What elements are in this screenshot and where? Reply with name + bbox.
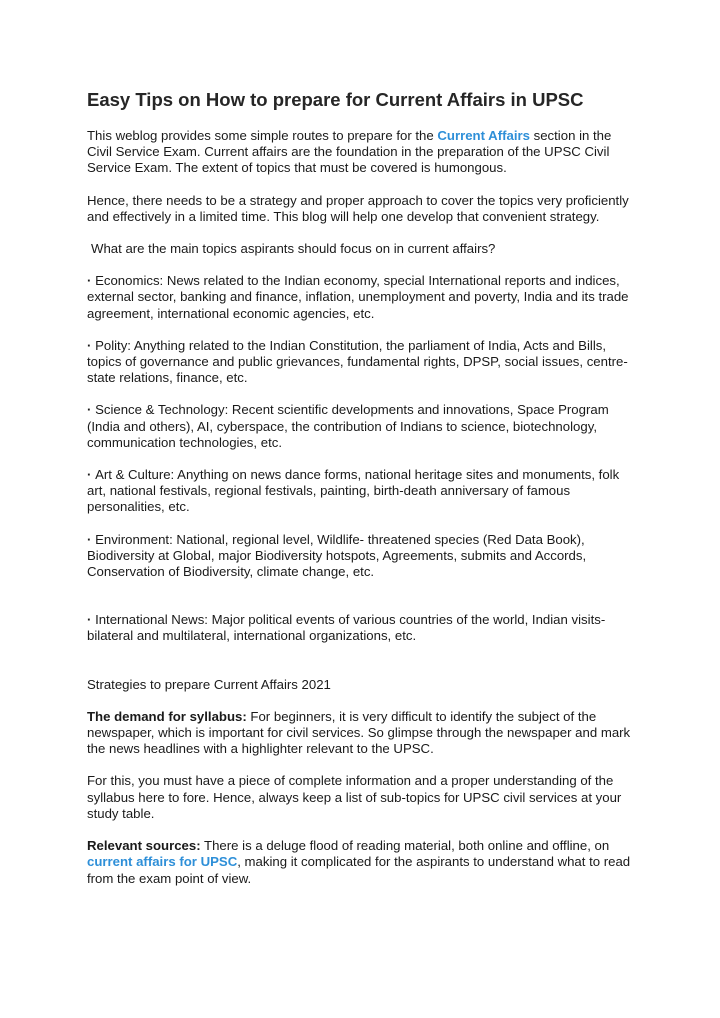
topic-science-technology: · Science & Technology: Recent scientific developments and innovations, Space Program (India and others), AI, cyberspace, the contribution of Indians to science, biotechnology, communication technologies, etc. (87, 402, 634, 451)
strategy-paragraph: Hence, there needs to be a strategy and proper approach to cover the topics very proficiently and effectively in a limited time. This blog will help one develop that convenient strategy. (87, 192, 629, 224)
intro-text-after: section in the Civil Service Exam. Current affairs are the foundation in the preparation of the UPSC Civil Service Exam. The extent of topics that must be covered is humongous. (87, 128, 612, 176)
sources-text-after: , making it complicated for the aspirants to understand what to read from the exam point of view. (87, 854, 631, 886)
topic-polity: · Polity: Anything related to the Indian Constitution, the parliament of India, Acts and Bills, topics of governance and public grievances, fundamental rights, DPSP, social issues, centre-state relations, finance, etc. (87, 338, 634, 387)
topics-question: What are the main topics aspirants should focus on in current affairs? (91, 241, 496, 257)
topic-environment: · Environment: National, regional level, Wildlife- threatened species (Red Data Book), Biodiversity at Global, major Biodiversity hotspots, Agreements, submits and Accords, Conservation of Biodiversity, climate change, etc. (87, 532, 634, 581)
sources-text-before: There is a deluge flood of reading material, both online and offline, on (200, 838, 610, 854)
syllabus-label: The demand for syllabus: (87, 708, 247, 724)
topic-economics: · Economics: News related to the Indian economy, special International reports and indices, external sector, banking and finance, inflation, unemployment and poverty, India and its trade agreement, international economic agencies, etc. (87, 273, 634, 322)
sources-label: Relevant sources: (87, 838, 201, 854)
page-title: Easy Tips on How to prepare for Current Affairs in UPSC (87, 89, 584, 110)
syllabus-text: For beginners, it is very difficult to identify the subject of the newspaper, which is important for civil services. So glimpse through the newspaper and mark the news headlines with a highlighter relevant to the UPSC. (87, 708, 631, 757)
intro-text-before: This weblog provides some simple routes to prepare for the (87, 128, 438, 143)
topic-international-news: · International News: Major political events of various countries of the world, Indian visits- bilateral and multilateral, international organizations, etc. (87, 612, 634, 644)
current-affairs-upsc-link[interactable]: current affairs for UPSC (87, 854, 238, 870)
syllabus-paragraph (87, 709, 634, 758)
topic-art-culture: · Art & Culture: Anything on news dance forms, national heritage sites and monuments, folk art, national festivals, regional festivals, painting, birth-death anniversary of famous personalities, etc. (87, 467, 634, 516)
intro-paragraph (87, 128, 634, 177)
syllabus-study-paragraph: For this, you must have a piece of complete information and a proper understanding of the syllabus here to fore. Hence, always keep a list of sub-topics for UPSC civil services at your study table. (87, 773, 622, 821)
strategies-heading: Strategies to prepare Current Affairs 2021 (87, 676, 331, 692)
current-affairs-link[interactable]: Current Affairs (437, 128, 530, 143)
sources-paragraph (87, 838, 634, 887)
